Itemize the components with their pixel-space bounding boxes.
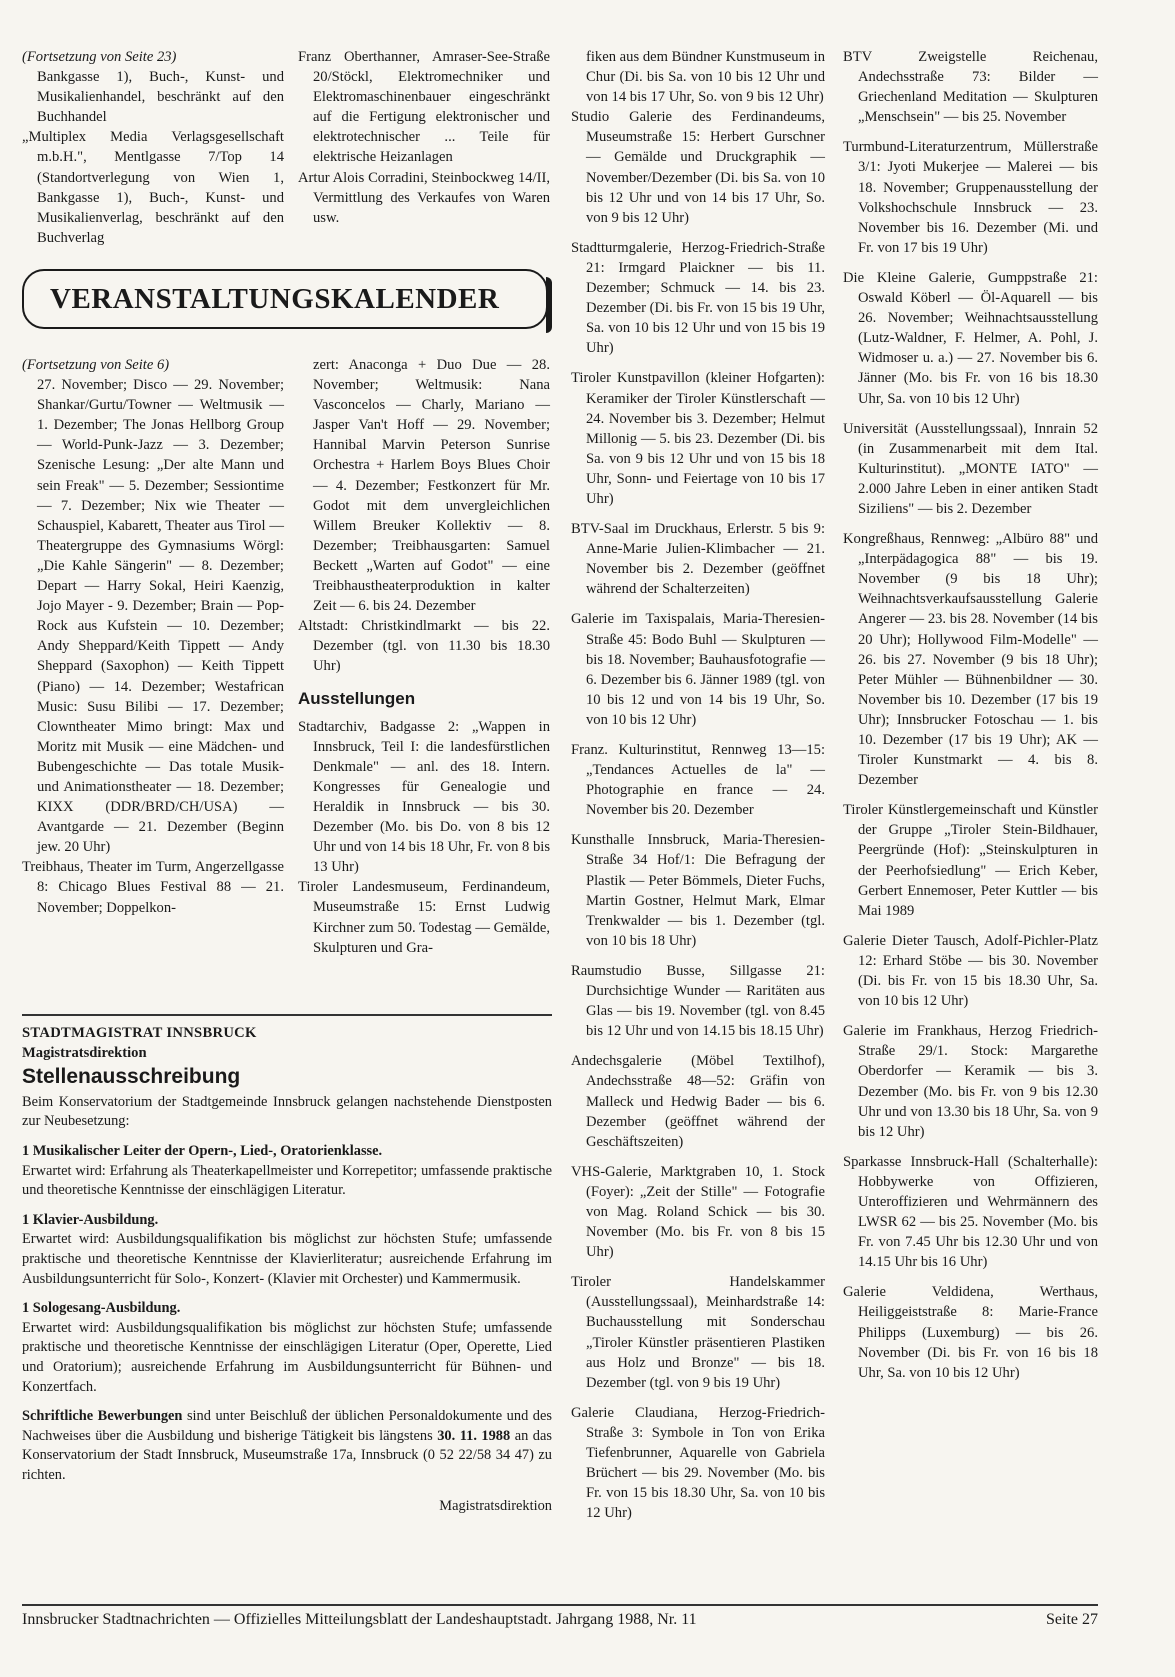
continued-note: (Fortsetzung von Seite 23): [22, 49, 177, 65]
position-heading: 1 Klavier-Ausbildung.: [22, 1211, 159, 1228]
list-item: Tiroler Landesmuseum, Ferdinandeum, Museumstraße 15: Ernst Ludwig Kirchner zum 50. Todestag — Gemälde, Skulpturen und Gra-: [298, 879, 550, 956]
list-item: „Multiplex Media Verlagsgesellschaft m.b.H.", Mentlgasse 7/Top 14 (Standortverlegung von Wien 1, Bankgasse 1), Buch-, Kunst- und Musikalienverlag, beschränkt auf den Buchverlag: [22, 129, 284, 246]
continued-note: (Fortsetzung von Seite 6): [22, 357, 170, 373]
job-title: Stellenausschreibung: [22, 1065, 241, 1089]
kalender-col-2: [298, 355, 550, 958]
list-item: Turmbund-Literaturzentrum, Müllerstraße 3/1: Jyoti Mukerjee — Malerei — bis 18. November; Gruppenausstellung der Volkshochschule Innsbruck — 23. November bis 16. Dezember (Mi. und Fr. von 17 bis 19 Uhr): [843, 139, 1098, 256]
list-item: Franz Oberthanner, Amraser-See-Straße 20/Stöckl, Elektromechniker und Elektromaschinenbauer eingeschränkt auf die Fertigung elektronischer und elektrotechnischer ... Teile für elektrische Heizanlagen: [298, 49, 550, 166]
top-col-2: [298, 47, 550, 228]
section-divider: [22, 1014, 552, 1016]
list-item: Stadtturmgalerie, Herzog-Friedrich-Straße 21: Irmgard Plaickner — bis 11. Dezember; Schmuck — 14. bis 23. Dezember (Di. bis Fr. von 15 bis 19 Uhr, Sa. von 10 bis 12 Uhr und von 15 bis 19 Uhr): [571, 239, 825, 357]
footer-page-number: Seite 27: [1046, 1611, 1098, 1628]
kalender-col-1: [22, 355, 284, 918]
list-item: Universität (Ausstellungssaal), Innrain 52 (in Zusammenarbeit mit dem Ital. Kulturinstitut). „MONTE IATO" — 2.000 Jahre Leben in einer antiken Stadt Siziliens" — bis 2. Dezember: [843, 420, 1098, 517]
list-item: Galerie Dieter Tausch, Adolf-Pichler-Platz 12: Erhard Stöbe — bis 30. November (Di. bis Fr. von 15 bis 18.30 Uhr, Sa. von 10 bis 12 Uhr): [843, 932, 1098, 1010]
list-item: BTV-Saal im Druckhaus, Erlerstr. 5 bis 9: Anne-Marie Julien-Klimbacher — 21. November bis 2. Dezember (geöffnet während der Schalterzeiten): [571, 521, 825, 598]
section-heading: Ausstellungen: [298, 688, 416, 708]
list-item: Altstadt: Christkindlmarkt — bis 22. Dezember (tgl. von 11.30 bis 18.30 Uhr): [298, 618, 550, 675]
position-heading: 1 Sologesang-Ausbildung.: [22, 1300, 181, 1317]
footer-divider: [22, 1604, 1098, 1606]
list-item: Treibhaus, Theater im Turm, Angerzellgasse 8: Chicago Blues Festival 88 — 21. November; Doppelkon-: [22, 859, 284, 916]
exhibits-col-3: [571, 47, 825, 1523]
list-item: Franz. Kulturinstitut, Rennweg 13—15: „Tendances Actuelles de la" — Photographie en france — 24. November bis 20. Dezember: [571, 742, 825, 819]
list-item: 27. November; Disco — 29. November; Shankar/Gurtu/Towner — Weltmusik — 1. Dezember; The Jonas Hellborg Group — World-Punk-Jazz — 3. Dezember; Szenische Lesung: „Der alte Mann und sein Freak" — 5. Dezember; Sessiontime — 7. Dezember; Nix wie Theater — Schauspiel, Kabarett, Theater aus Tirol — Theatergruppe des Gymnasiums Wörgl: „Die Kahle Sängerin" — 8. Dezember; Depart — Harry Sokal, Heiri Kaenzig, Jojo Mayer - 9. Dezember; Brain — Pop-Rock aus Kufstein — 10. Dezember; Andy Sheppard/Keith Tippett — Andy Sheppard (Saxophon) — Keith Tippett (Piano) — 14. Dezember; Westafrican Music: Susu Bilibi — 17. Dezember; Clowntheater Mimo bringt: Max und Moritz mit Musik — eine Mädchen- und Bubengeschichte — Das totale Musik- und Animationstheater — 18. Dezember; KIXX (DDR/BRD/CH/USA) — Avantgarde — 21. Dezember (Beginn jew. 20 Uhr): [37, 377, 284, 856]
top-col-1: [22, 47, 284, 248]
section-banner: VERANSTALTUNGSKALENDER: [22, 269, 548, 329]
application-text-1: sind unter Beischluß der üblichen Personaldokumente und des Nachweises über die Ausbildung und bisherige Tätigkeit bis längstens: [22, 1408, 552, 1444]
list-item: Artur Alois Corradini, Steinbockweg 14/II, Vermittlung des Verkaufes von Waren usw.: [298, 169, 550, 226]
position-heading: 1 Musikalischer Leiter der Opern-, Lied-, Oratorienklasse.: [22, 1142, 383, 1159]
list-item: fiken aus dem Bündner Kunstmuseum in Chur (Di. bis Sa. von 10 bis 12 Uhr und von 14 bis 17 Uhr, So. von 9 bis 12 Uhr): [586, 49, 825, 106]
list-item: Tiroler Künstlergemeinschaft und Künstler der Gruppe „Tiroler Stein-Bildhauer, Peergründe (Hof): „Steinskulpturen in der Peerhofsiedlung" — Erich Keber, Gerbert Ennemoser, Peter Kuttler — bis Mai 1989: [843, 802, 1098, 919]
job-intro: Beim Konservatorium der Stadtgemeinde Innsbruck gelangen nachstehende Dienstposten zur Neubesetzung:: [22, 1093, 552, 1130]
application-deadline: 30. 11. 1988: [437, 1427, 511, 1444]
list-item: Andechsgalerie (Möbel Textilhof), Andechsstraße 48—52: Gräfin von Malleck und Hedwig Bader — bis 6. Dezember (geöffnet während der Geschäftszeiten): [571, 1053, 825, 1150]
list-item: Kunsthalle Innsbruck, Maria-Theresien-Straße 34 Hof/1: Die Befragung der Plastik — Peter Bömmels, Dieter Fuchs, Martin Gostner, Helmut Mark, Elmar Trenkwalder — bis 1. Dezember (tgl. von 10 bis 18 Uhr): [571, 832, 825, 949]
list-item: Sparkasse Innsbruck-Hall (Schalterhalle): Hobbywerke von Offizieren, Unteroffizieren und Wehrmännern des LWSR 62 — bis 25. November (Mo. bis Fr. von 7.45 Uhr bis 12.30 Uhr und von 14.15 Uhr bis 16 Uhr): [843, 1153, 1098, 1271]
list-item: Raumstudio Busse, Sillgasse 21: Durchsichtige Wunder — Raritäten aus Glas — bis 19. November (tgl. von 8.45 bis 12 Uhr und von 14.15 bis 18.15 Uhr): [571, 962, 825, 1040]
list-item: Kongreßhaus, Rennweg: „Albüro 88" und „Interpädagogica 88" — bis 19. November (9 bis 18 Uhr); Weihnachtsverkaufsausstellung Galerie Angerer — 23. bis 28. November (14 bis 20 Uhr); Hollywood Film-Modelle" — 26. bis 27. November (9 bis 18 Uhr); Peter Mühler — Bühnenbildner — 30. November bis 10. Dezember (17 bis 19 Uhr); Innsbrucker Fotoschau — 1. bis 10. Dezember (17 bis 19 Uhr); AK — Tiroler Kunstmarkt — 4. bis 8. Dezember: [843, 531, 1098, 789]
list-item: Galerie Claudiana, Herzog-Friedrich-Straße 3: Symbole in Ton von Erika Tiefenbrunner, Aquarelle von Gabriela Brüchert — bis 29. November (Mo. bis Fr. von 15 bis 18.30 Uhr, Sa. von 10 bis 12 Uhr): [571, 1404, 825, 1522]
list-item: BTV Zweigstelle Reichenau, Andechsstraße 73: Bilder — Griechenland Meditation — Skulpturen „Menschsein" — bis 25. November: [843, 49, 1098, 126]
application-text-2: an das Konservatorium der Stadt Innsbruck, Museumstraße 17a, Innsbruck (0 52 22/58 34 47) zu richten.: [22, 1427, 552, 1483]
organization-name: STADTMAGISTRAT INNSBRUCK: [22, 1025, 257, 1041]
application-bold: Schriftliche Bewerbungen: [22, 1408, 183, 1425]
list-item: Studio Galerie des Ferdinandeums, Museumstraße 15: Herbert Gurschner — Gemälde und Druckgraphik — November/Dezember (Di. bis Sa. von 10 bis 12 Uhr und von 14 bis 17 Uhr, So. von 9 bis 12 Uhr): [571, 109, 825, 226]
position-text: Erwartet wird: Ausbildungsqualifikation bis möglichst zur höchsten Stufe; umfassende praktische und theoretische Kenntnisse der Klavierliteratur; ausreichende Erfahrung im Ausbildungsunterricht für Solo-, Konzert- (Klavier mit Orchester) und Kammermusik.: [22, 1231, 552, 1287]
list-item: zert: Anaconga + Duo Due — 28. November; Weltmusik: Nana Vasconcelos — Charly, Mariano — Jasper Van't Hoff — 29. November; Hannibal Marvin Peterson Sunrise Orchestra + Harlem Boys Blues Choir — 4. Dezember; Festkonzert für Mr. Godot mit dem unvergleichlichen Willem Breuker Kollektiv — 8. Dezember; Treibhausgarten: Samuel Beckett „Warten auf Godot" — eine Treibhaustheaterproduktion in kalter Zeit — 6. bis 24. Dezember: [313, 357, 550, 615]
footer-publication: Innsbrucker Stadtnachrichten — Offizielles Mitteilungsblatt der Landeshauptstadt. Jahrgang 1988, Nr. 11: [22, 1611, 697, 1628]
list-item: Galerie im Frankhaus, Herzog Friedrich-Straße 29/1. Stock: Margarethe Oberdorfer — Keramik — bis 3. Dezember (Mo. bis Fr. von 9 bis 12.30 Uhr und von 13.30 bis 18 Uhr, Sa. von 9 bis 12 Uhr): [843, 1023, 1098, 1140]
list-item: VHS-Galerie, Marktgraben 10, 1. Stock (Foyer): „Zeit der Stille" — Fotografie von Mag. Roland Schick — bis 30. November (Mo. bis Fr. von 8 bis 15 Uhr): [571, 1163, 825, 1261]
position-text: Erwartet wird: Erfahrung als Theaterkapellmeister und Korrepetitor; umfassende praktische und theoretische Kenntnisse der einschlägigen Literatur.: [22, 1162, 552, 1199]
job-advertisement: [22, 1024, 552, 1517]
list-item: Galerie im Taxispalais, Maria-Theresien-Straße 45: Bodo Buhl — Skulpturen — bis 18. November; Bauhausfotografie — 6. Dezember bis 6. Jänner 1989 (tgl. von 10 bis 12 und von 14 bis 19 Uhr, So. von 10 bis 12 Uhr): [571, 611, 825, 728]
list-item: Galerie Veldidena, Werthaus, Heiliggeiststraße 8: Marie-France Philipps (Luxemburg) — bis 26. November (Di. bis Fr. von 16 bis 18 Uhr, Sa. von 10 bis 12 Uhr): [843, 1284, 1098, 1381]
signature: Magistratsdirektion: [439, 1498, 552, 1515]
list-item: Tiroler Handelskammer (Ausstellungssaal), Meinhardstraße 14: Buchausstellung mit Sonderschau „Tiroler Künstler präsentieren Plastiken aus Holz und Bronze" — bis 18. Dezember (tgl. von 9 bis 19 Uhr): [571, 1274, 825, 1391]
list-item: Tiroler Kunstpavillon (kleiner Hofgarten): Keramiker der Tiroler Künstlerschaft — 24. November bis 3. Dezember; Helmut Millonig — 5. bis 23. Dezember (Di. bis Sa. von 9 bis 12 Uhr und von 15 bis 18 Uhr, Sonn- und Feiertage von 10 bis 17 Uhr): [571, 370, 825, 507]
position-text: Erwartet wird: Ausbildungsqualifikation bis möglichst zur höchsten Stufe; umfassende praktische und theoretische Kenntnisse der einschlägigen Literatur (Oper, Operette, Lied und Oratorium); ausreichende Erfahrung im Ausbildungsunterricht für Bühnen- und Konzertfach.: [22, 1319, 552, 1395]
list-item: Stadtarchiv, Badgasse 2: „Wappen in Innsbruck, Teil I: die landesfürstlichen Denkmale" — anl. des 18. Intern. Kongresses für Genealogie und Heraldik in Innsbruck — bis 30. Dezember (Mo. bis Do. von 8 bis 12 Uhr und von 14 bis 18 Uhr, Fr. von 8 bis 13 Uhr): [298, 718, 550, 876]
application-note: [22, 1407, 552, 1485]
department-name: Magistratsdirektion: [22, 1044, 147, 1061]
list-item: Bankgasse 1), Buch-, Kunst- und Musikalienhandel, beschränkt auf den Buchhandel: [37, 69, 284, 126]
list-item: Die Kleine Galerie, Gumppstraße 21: Oswald Köberl — Öl-Aquarell — bis 26. November; Weihnachtsausstellung (Lutz-Waldner, F. Helmer, A. Pohl, J. Widmoser u. a.) — 27. November bis 6. Jänner (Mo. bis Fr. von 16 bis 18.30 Uhr, Sa. von 10 bis 12 Uhr): [843, 269, 1098, 407]
exhibits-col-4: [843, 47, 1098, 1383]
